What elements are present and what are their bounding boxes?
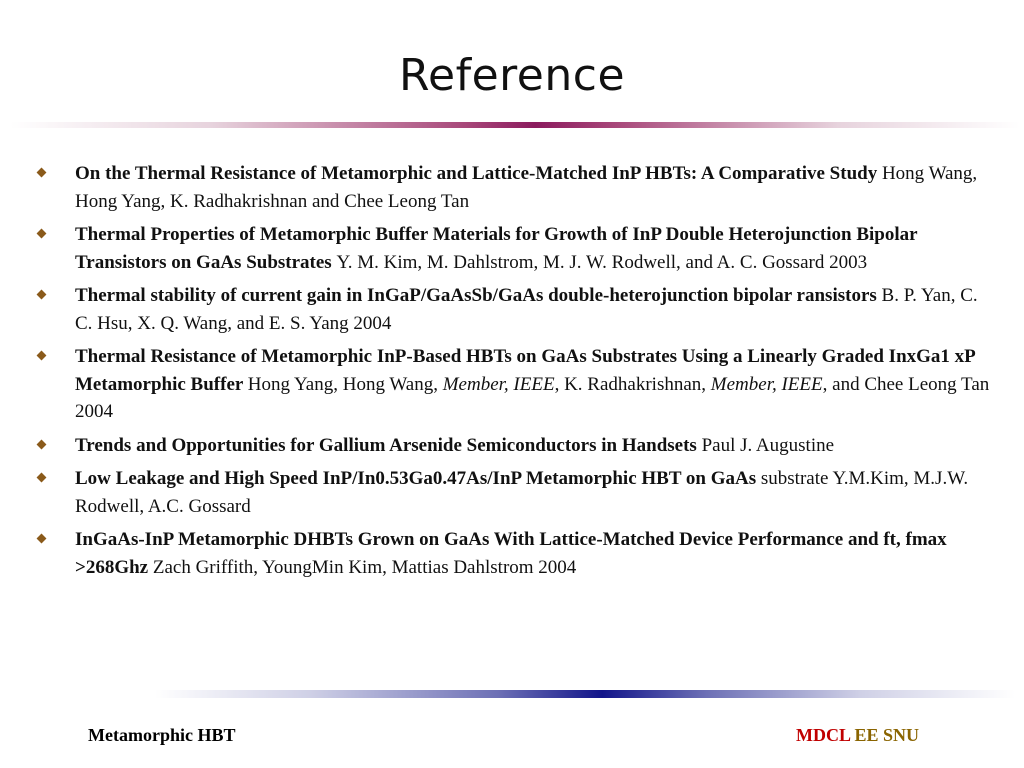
- diamond-bullet-icon: [37, 229, 47, 239]
- diamond-bullet-icon: [37, 534, 47, 544]
- reference-item: [36, 282, 996, 337]
- reference-title: Thermal Resistance of Metamorphic InP-Based HBTs on GaAs Substrates Using a Linearly Graded InxGa1 xP Metamorphic Buffer: [75, 346, 975, 395]
- reference-title: Trends and Opportunities for Gallium Arsenide Semiconductors in Handsets: [75, 434, 702, 456]
- reference-title: Thermal stability of current gain in InGaP/GaAsSb/GaAs double-heterojunction bipolar ransistors: [75, 285, 882, 306]
- reference-authors: Paul J. Augustine: [701, 434, 835, 456]
- reference-title: InGaAs-InP Metamorphic DHBTs Grown on GaAs With Lattice-Matched Device Performance and ft, fmax >268Ghz: [75, 529, 947, 578]
- diamond-bullet-icon: [37, 168, 47, 178]
- footer-divider: [155, 690, 1015, 698]
- reference-list: [36, 160, 996, 587]
- slide-title: Reference: [398, 50, 626, 101]
- reference-authors-segment: , K. Radhakrishnan,: [554, 373, 711, 395]
- reference-title: Thermal Properties of Metamorphic Buffer Materials for Growth of InP Double Heterojunction Bipolar Transistors on GaAs Substrates: [75, 224, 918, 273]
- diamond-bullet-icon: [37, 439, 47, 449]
- footer-course-title: Metamorphic HBT: [88, 725, 236, 745]
- diamond-bullet-icon: [37, 351, 47, 361]
- reference-item: [36, 221, 996, 276]
- reference-authors: substrate Y.M.Kim, M.J.W. Rodwell, A.C. Gossard: [75, 468, 969, 517]
- reference-authors-segment: Hong Yang, Hong Wang,: [247, 373, 443, 395]
- reference-authors: B. P. Yan, C. C. Hsu, X. Q. Wang, and E. S. Yang 2004: [75, 285, 978, 334]
- title-divider: [10, 122, 1020, 128]
- reference-item: [36, 343, 996, 426]
- footer-lab-name: MDCL: [796, 725, 850, 745]
- reference-authors-affiliation: Member, IEEE: [710, 373, 823, 395]
- reference-item: [36, 160, 996, 215]
- footer-university-name: EE SNU: [854, 725, 920, 745]
- reference-item: [36, 465, 996, 520]
- reference-item: [36, 526, 996, 581]
- reference-item: [36, 432, 996, 460]
- reference-authors-segment: , and Chee Leong Tan 2004: [75, 373, 990, 422]
- footer-lab-label: [796, 725, 919, 746]
- reference-authors-affiliation: Member, IEEE: [442, 373, 555, 395]
- reference-title: Low Leakage and High Speed InP/In0.53Ga0.47As/InP Metamorphic HBT on GaAs: [75, 468, 761, 489]
- reference-authors: Y. M. Kim, M. Dahlstrom, M. J. W. Rodwell, and A. C. Gossard 2003: [336, 251, 868, 273]
- diamond-bullet-icon: [37, 290, 47, 300]
- diamond-bullet-icon: [37, 473, 47, 483]
- reference-authors: Hong Wang, Hong Yang, K. Radhakrishnan and Chee Leong Tan: [75, 163, 978, 212]
- reference-authors: Zach Griffith, YoungMin Kim, Mattias Dahlstrom 2004: [152, 556, 577, 578]
- reference-title: On the Thermal Resistance of Metamorphic and Lattice-Matched InP HBTs: A Comparative Study: [75, 163, 882, 184]
